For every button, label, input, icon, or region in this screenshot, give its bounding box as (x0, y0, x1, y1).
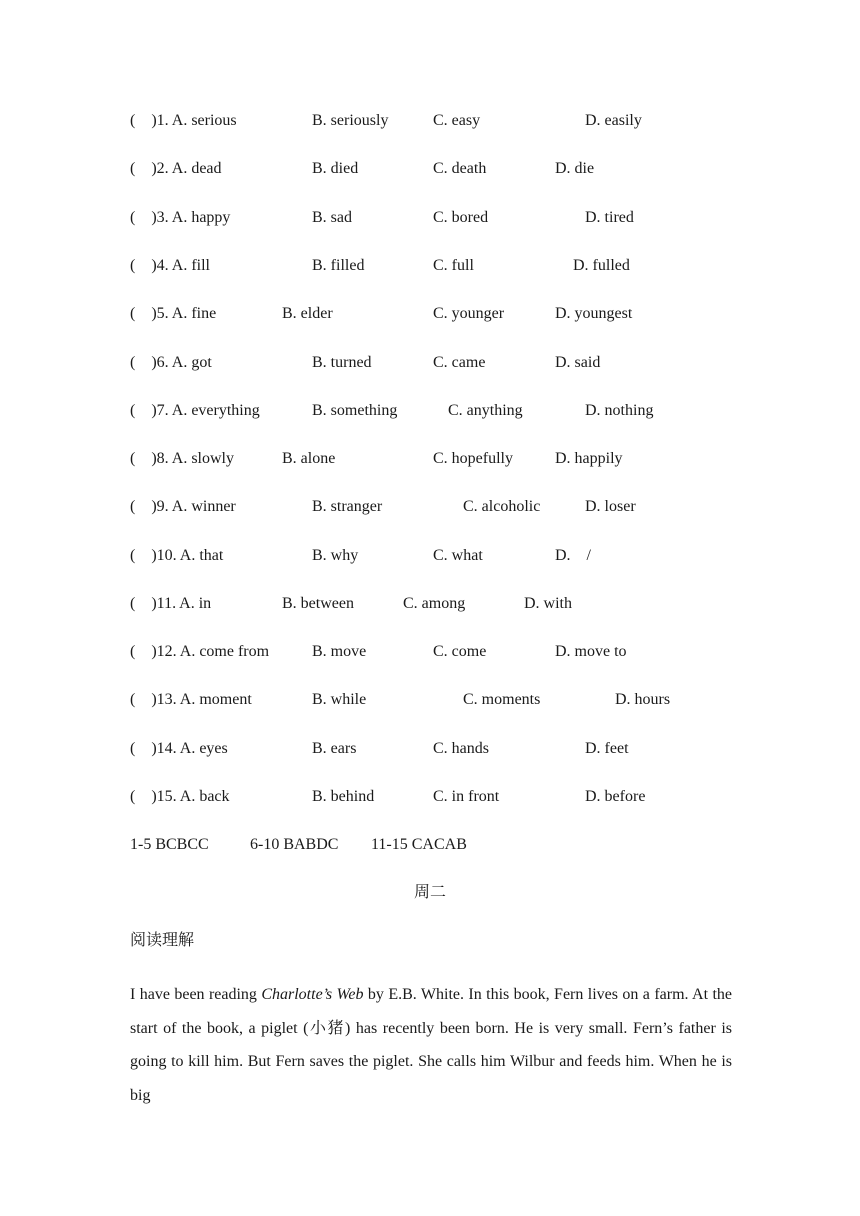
option-c: C. moments (463, 691, 541, 708)
question-stem-option-a: ( )6. A. got (130, 354, 212, 371)
option-d: D. feet (585, 740, 629, 757)
option-b: B. alone (282, 450, 336, 467)
option-d: D. tired (585, 209, 634, 226)
option-d: D. easily (585, 112, 642, 129)
question-stem-option-a: ( )15. A. back (130, 788, 230, 805)
option-b: B. while (312, 691, 367, 708)
option-c: C. hands (433, 740, 489, 757)
option-d: D. youngest (555, 305, 633, 322)
option-d: D. before (585, 788, 646, 805)
option-c: C. death (433, 160, 487, 177)
question-row (0, 110, 860, 132)
option-c: C. among (403, 595, 466, 612)
question-row (0, 593, 860, 615)
option-d: D. / (555, 547, 591, 564)
question-stem-option-a: ( )5. A. fine (130, 305, 217, 322)
question-row (0, 641, 860, 663)
option-c: C. younger (433, 305, 505, 322)
option-c: C. alcoholic (463, 498, 541, 515)
question-row (0, 448, 860, 470)
question-stem-option-a: ( )2. A. dead (130, 160, 222, 177)
option-d: D. happily (555, 450, 623, 467)
option-b: B. sad (312, 209, 352, 226)
question-stem-option-a: ( )12. A. come from (130, 643, 270, 660)
section-heading: 阅读理解 (130, 932, 195, 949)
option-b: B. seriously (312, 112, 389, 129)
option-c: C. easy (433, 112, 481, 129)
question-row (0, 158, 860, 180)
question-row (0, 352, 860, 374)
reading-passage (130, 978, 732, 1112)
option-c: C. bored (433, 209, 489, 226)
option-c: C. anything (448, 402, 523, 419)
question-stem-option-a: ( )4. A. fill (130, 257, 210, 274)
answer-key-group: 6-10 BABDC (250, 836, 339, 853)
option-c: C. came (433, 354, 486, 371)
option-d: D. with (524, 595, 572, 612)
question-stem-option-a: ( )8. A. slowly (130, 450, 234, 467)
option-b: B. something (312, 402, 398, 419)
option-b: B. elder (282, 305, 333, 322)
option-d: D. move to (555, 643, 627, 660)
question-row (0, 738, 860, 760)
option-b: B. filled (312, 257, 365, 274)
question-stem-option-a: ( )3. A. happy (130, 209, 231, 226)
option-b: B. move (312, 643, 367, 660)
question-row (0, 545, 860, 567)
question-row (0, 496, 860, 518)
question-stem-option-a: ( )7. A. everything (130, 402, 260, 419)
option-b: B. why (312, 547, 359, 564)
option-b: B. turned (312, 354, 372, 371)
day-heading: 周二 (413, 884, 446, 901)
option-d: D. nothing (585, 402, 654, 419)
passage-text: I have been reading (130, 986, 262, 1003)
option-c: C. come (433, 643, 487, 660)
option-b: B. died (312, 160, 359, 177)
book-title: Charlotte’s Web (261, 986, 364, 1003)
option-c: C. hopefully (433, 450, 513, 467)
answer-key-group: 11-15 CACAB (371, 836, 467, 853)
option-c: C. full (433, 257, 474, 274)
question-row (0, 400, 860, 422)
option-c: C. what (433, 547, 483, 564)
option-c: C. in front (433, 788, 500, 805)
question-row (0, 786, 860, 808)
option-d: D. die (555, 160, 595, 177)
option-b: B. ears (312, 740, 357, 757)
option-d: D. loser (585, 498, 636, 515)
question-row (0, 303, 860, 325)
question-row (0, 689, 860, 711)
option-d: D. hours (615, 691, 671, 708)
option-d: D. fulled (573, 257, 630, 274)
question-stem-option-a: ( )14. A. eyes (130, 740, 228, 757)
question-stem-option-a: ( )1. A. serious (130, 112, 237, 129)
question-stem-option-a: ( )11. A. in (130, 595, 212, 612)
question-stem-option-a: ( )10. A. that (130, 547, 224, 564)
question-row (0, 255, 860, 277)
option-b: B. stranger (312, 498, 383, 515)
option-b: B. behind (312, 788, 375, 805)
question-stem-option-a: ( )9. A. winner (130, 498, 236, 515)
passage-text: by E.B. White. In this book, Fern lives on a farm. At the start of the book, a piglet (小猪) has recently been born. He is very small. Fern’s father is going to kill him. But Fern saves the piglet. She calls him Wilbur and feeds him. When he is big (130, 986, 732, 1104)
option-b: B. between (282, 595, 354, 612)
answer-key-group: 1-5 BCBCC (130, 836, 209, 853)
question-stem-option-a: ( )13. A. moment (130, 691, 252, 708)
option-d: D. said (555, 354, 601, 371)
question-row (0, 207, 860, 229)
